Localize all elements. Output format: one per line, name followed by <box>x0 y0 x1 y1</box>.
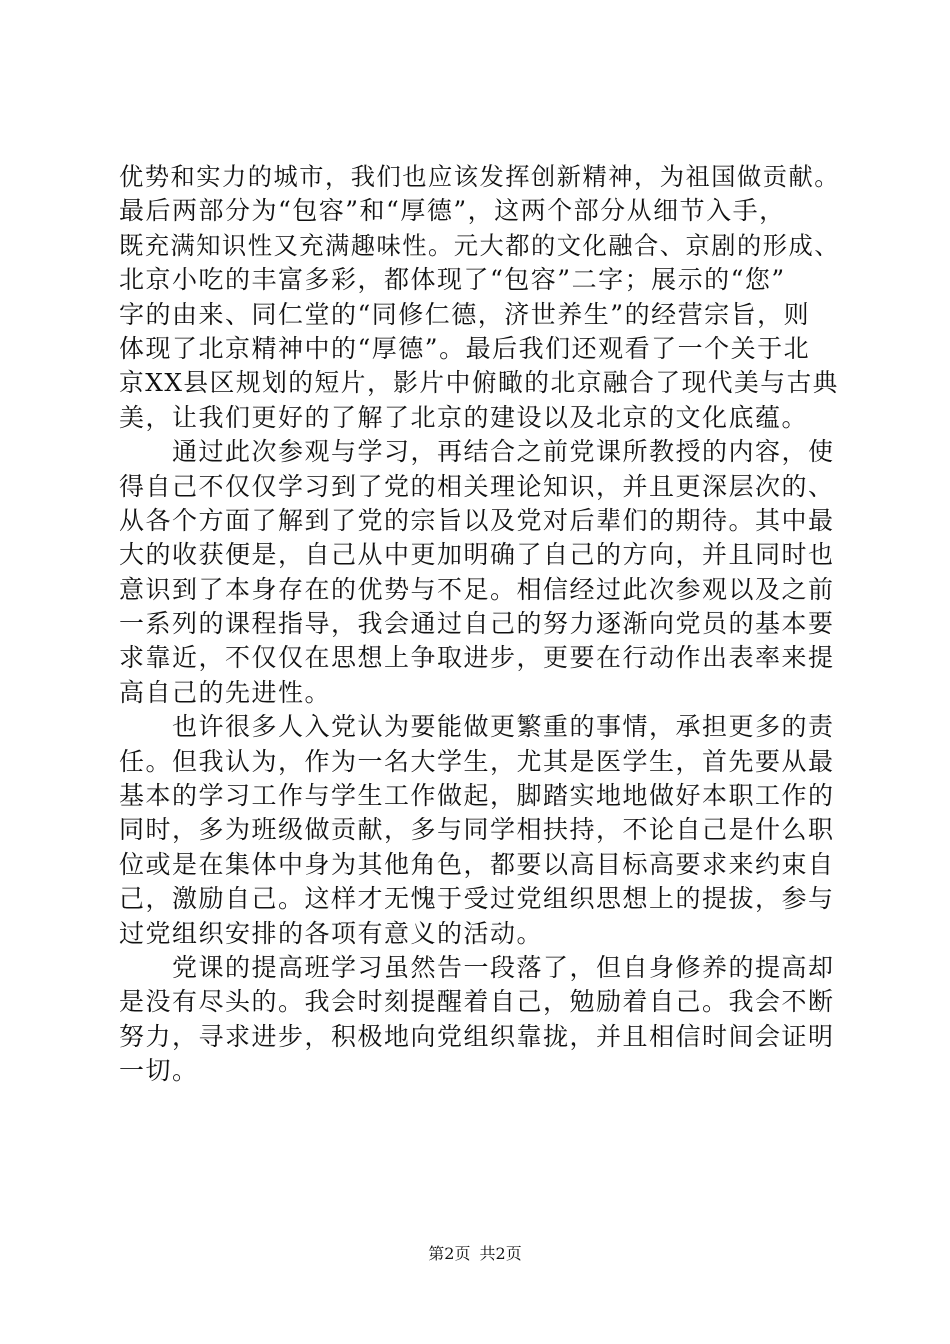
text-line: 位或是在集体中身为其他角色，都要以高目标高要求来约束自 <box>119 849 835 879</box>
text-line: 任。但我认为，作为一名大学生，尤其是医学生，首先要从最 <box>119 746 835 776</box>
page-footer <box>0 1244 950 1264</box>
text-line: 也许很多人入党认为要能做更繁重的事情，承担更多的责 <box>119 712 835 742</box>
text-line: 是没有尽头的。我会时刻提醒着自己，勉励着自己。我会不断 <box>119 987 835 1017</box>
text-line: 北京小吃的丰富多彩，都体现了“包容”二字；展示的“您” <box>119 265 786 295</box>
text-line: 求靠近，不仅仅在思想上争取进步，更要在行动作出表率来提 <box>119 643 835 673</box>
text-line: 一系列的课程指导，我会通过自己的努力逐渐向党员的基本要 <box>119 609 835 639</box>
text-line: 美，让我们更好的了解了北京的建设以及北京的文化底蕴。 <box>119 402 809 432</box>
text-line: 优势和实力的城市，我们也应该发挥创新精神，为祖国做贡献。 <box>119 162 841 191</box>
text-line: 得自己不仅仅学习到了党的相关理论知识，并且更深层次的、 <box>119 471 835 501</box>
text-line: 大的收获便是，自己从中更加明确了自己的方向，并且同时也 <box>119 540 835 570</box>
text-line: 努力，寻求进步，积极地向党组织靠拢，并且相信时间会证明 <box>119 1021 835 1051</box>
text-line: 通过此次参观与学习，再结合之前党课所教授的内容，使 <box>119 437 835 467</box>
text-line: 党课的提高班学习虽然告一段落了，但自身修养的提高却 <box>119 952 835 982</box>
text-line: 一切。 <box>119 1056 199 1086</box>
text-line: 既充满知识性又充满趣味性。元大都的文化融合、京剧的形成、 <box>119 230 841 260</box>
text-line: 同时，多为班级做贡献，多与同学相扶持，不论自己是什么职 <box>119 815 835 845</box>
text-line: 过党组织安排的各项有意义的活动。 <box>119 918 544 948</box>
text-line: 基本的学习工作与学生工作做起，脚踏实地地做好本职工作的 <box>119 781 835 811</box>
text-line: 从各个方面了解到了党的宗旨以及党对后辈们的期待。其中最 <box>119 505 835 535</box>
text-line: 意识到了本身存在的优势与不足。相信经过此次参观以及之前 <box>119 574 835 604</box>
text-line: 京XX县区规划的短片，影片中俯瞰的北京融合了现代美与古典 <box>119 368 839 398</box>
text-line: 己，激励自己。这样才无愧于受过党组织思想上的提拔，参与 <box>119 884 835 914</box>
text-line: 高自己的先进性。 <box>119 677 332 707</box>
document-body <box>119 160 839 1089</box>
current-page-label: 第2页 <box>428 1244 471 1263</box>
text-line: 字的由来、同仁堂的“同修仁德，济世养生”的经营宗旨，则 <box>119 299 811 329</box>
text-line: 最后两部分为“包容”和“厚德”，这两个部分从细节入手， <box>119 196 786 226</box>
text-line: 体现了北京精神中的“厚德”。最后我们还观看了一个关于北 <box>119 333 811 363</box>
total-pages-label: 共2页 <box>479 1244 522 1263</box>
